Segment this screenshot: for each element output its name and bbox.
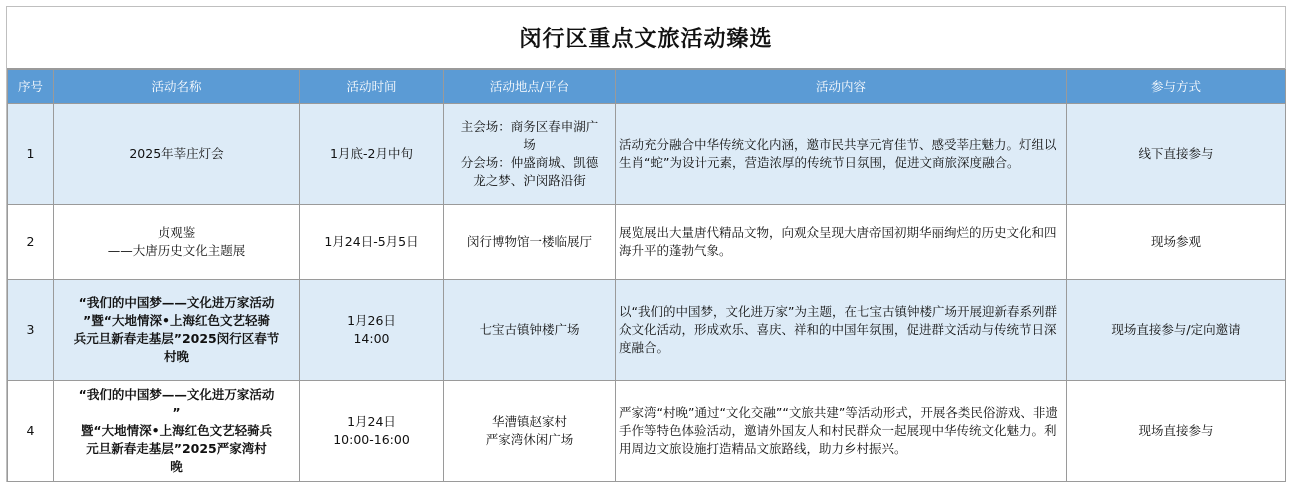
cell-name[interactable] (54, 381, 300, 482)
cell-place[interactable] (444, 104, 616, 205)
cell-line: 分会场：仲盛商城、凯德 (460, 155, 599, 170)
header-name[interactable]: 活动名称 (54, 70, 300, 104)
cell-index[interactable]: 4 (8, 381, 54, 482)
cell-method[interactable]: 现场直接参与 (1067, 381, 1286, 482)
cell-name[interactable] (54, 104, 300, 205)
table-row (8, 104, 1286, 205)
cell-content[interactable]: 活动充分融合中华传统文化内涵，邀市民共享元宵佳节、感受莘庄魅力。灯组以生肖“蛇”为设计元素，营造浓厚的传统节日氛围，促进文商旅深度融合。 (616, 104, 1067, 205)
cell-time[interactable] (300, 280, 444, 381)
cell-line: 晚 (170, 459, 183, 474)
cell-line: 村晚 (163, 349, 189, 364)
cell-line: 闵行博物馆一楼临展厅 (466, 234, 592, 249)
cell-index[interactable]: 1 (8, 104, 54, 205)
header-row (8, 70, 1286, 104)
cell-place[interactable] (444, 381, 616, 482)
cell-time[interactable] (300, 104, 444, 205)
cell-line: “我们的中国梦——文化进万家活动 (78, 387, 275, 402)
cell-line: 元旦新春走基层”2025严家湾村 (86, 441, 267, 456)
cell-method[interactable]: 线下直接参与 (1067, 104, 1286, 205)
cell-index[interactable]: 2 (8, 205, 54, 280)
cell-line: 1月24日 (347, 414, 396, 429)
cell-line: 场 (523, 137, 536, 152)
cell-name[interactable] (54, 280, 300, 381)
table-row (8, 280, 1286, 381)
cell-line: 10:00-16:00 (333, 432, 410, 447)
header-time[interactable]: 活动时间 (300, 70, 444, 104)
cell-line: 1月底-2月中旬 (330, 146, 413, 161)
cell-line: ”暨“大地情深•上海红色文艺轻骑 (83, 313, 270, 328)
cell-line: “我们的中国梦——文化进万家活动 (78, 295, 275, 310)
cell-line: 暨“大地情深•上海红色文艺轻骑兵 (80, 423, 273, 438)
header-index[interactable]: 序号 (8, 70, 54, 104)
cell-content[interactable]: 严家湾“村晚”通过“文化交融”“文旅共建”等活动形式，开展各类民俗游戏、非遗手作等特色体验活动，邀请外国友人和村民群众一起展现中华传统文化魅力。利用周边文旅设施打造精品文旅路线，助力乡村振兴。 (616, 381, 1067, 482)
cell-line: 龙之梦、沪闵路沿街 (473, 173, 586, 188)
cell-line: 主会场：商务区春申湖广 (460, 119, 599, 134)
cell-index[interactable]: 3 (8, 280, 54, 381)
cell-line: 14:00 (353, 331, 390, 346)
cell-line: 贞观鉴 (157, 225, 196, 240)
activities-table (7, 69, 1286, 482)
table-row (8, 205, 1286, 280)
cell-content[interactable]: 展览展出大量唐代精品文物，向观众呈现大唐帝国初期华丽绚烂的历史文化和四海升平的蓬勃气象。 (616, 205, 1067, 280)
cell-line: ” (172, 405, 181, 420)
cell-line: 华漕镇赵家村 (491, 414, 567, 429)
table-row (8, 381, 1286, 482)
cell-line: ——大唐历史文化主题展 (107, 243, 246, 258)
cell-line: 1月26日 (347, 313, 396, 328)
cell-method[interactable]: 现场直接参与/定向邀请 (1067, 280, 1286, 381)
cell-content[interactable]: 以“我们的中国梦，文化进万家”为主题，在七宝古镇钟楼广场开展迎新春系列群众文化活动，形成欢乐、喜庆、祥和的中国年氛围，促进群文活动与传统节日深度融合。 (616, 280, 1067, 381)
header-method[interactable]: 参与方式 (1067, 70, 1286, 104)
cell-method[interactable]: 现场参观 (1067, 205, 1286, 280)
cell-line: 兵元旦新春走基层”2025闵行区春节 (73, 331, 280, 346)
table-title: 闵行区重点文旅活动臻选 (7, 7, 1285, 69)
cell-time[interactable] (300, 205, 444, 280)
cell-line: 2025年莘庄灯会 (129, 146, 224, 161)
cell-line: 1月24日-5月5日 (324, 234, 419, 249)
header-content[interactable]: 活动内容 (616, 70, 1067, 104)
cell-place[interactable] (444, 205, 616, 280)
cell-time[interactable] (300, 381, 444, 482)
spreadsheet-sheet (6, 6, 1286, 482)
cell-name[interactable] (54, 205, 300, 280)
cell-place[interactable] (444, 280, 616, 381)
cell-line: 严家湾休闲广场 (485, 432, 574, 447)
header-place[interactable]: 活动地点/平台 (444, 70, 616, 104)
cell-line: 七宝古镇钟楼广场 (479, 322, 580, 337)
